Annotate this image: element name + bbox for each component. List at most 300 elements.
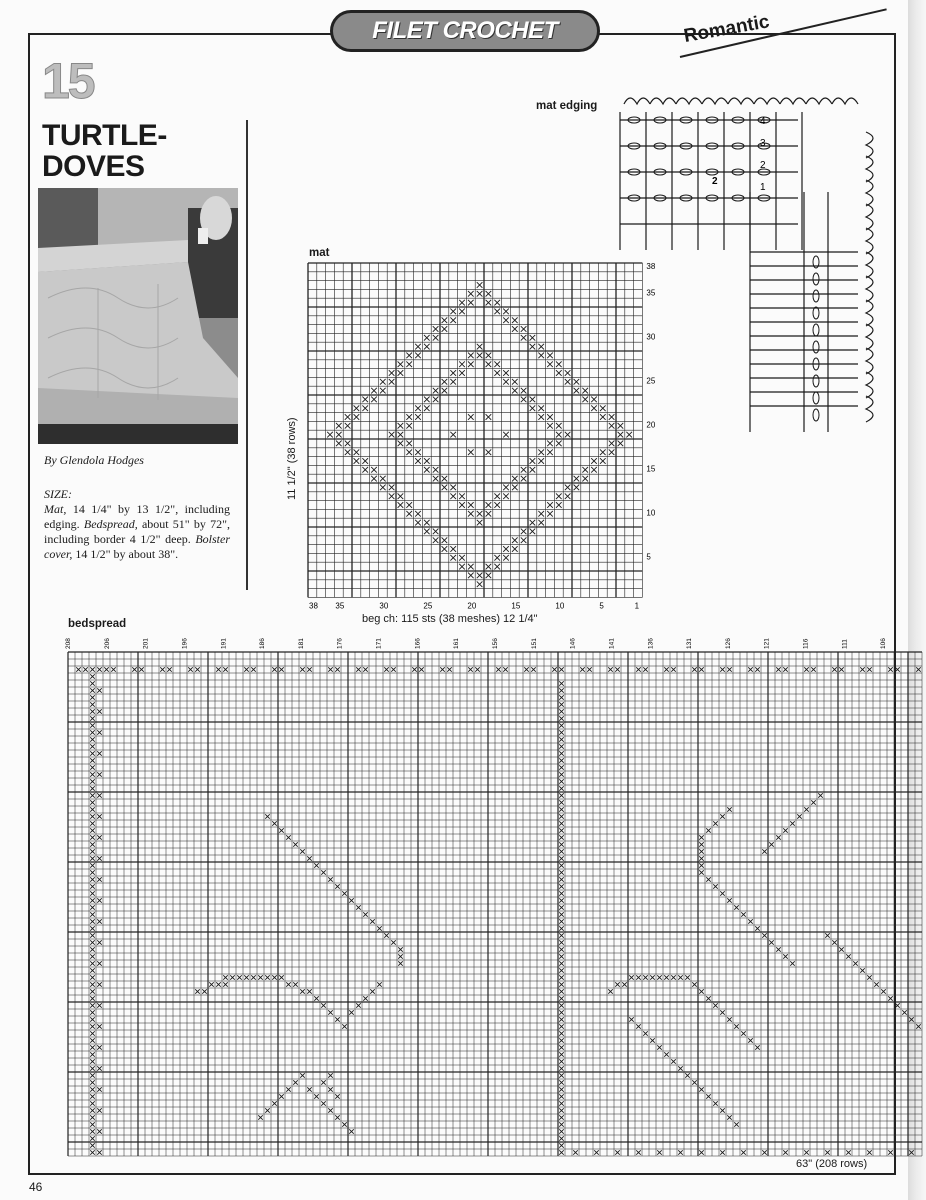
cross-mark: [258, 975, 262, 979]
cross-mark: [664, 975, 668, 979]
cross-mark: [424, 397, 430, 403]
cross-mark: [559, 961, 563, 965]
bedspread-col-tick: 111: [841, 639, 849, 649]
cross-mark: [459, 300, 465, 306]
cross-mark: [888, 1150, 892, 1154]
cross-mark: [354, 449, 360, 455]
cross-mark: [139, 667, 143, 671]
cross-mark: [90, 1059, 94, 1063]
cross-mark: [559, 1052, 563, 1056]
cross-mark: [90, 940, 94, 944]
cross-mark: [300, 667, 304, 671]
cross-mark: [265, 1108, 269, 1112]
cross-mark: [433, 537, 439, 543]
cross-mark: [559, 1024, 563, 1028]
cross-mark: [90, 1108, 94, 1112]
cross-mark: [881, 989, 885, 993]
cross-mark: [699, 849, 703, 853]
cross-mark: [615, 667, 619, 671]
cross-mark: [244, 667, 248, 671]
cross-mark: [97, 919, 101, 923]
cross-mark: [389, 485, 395, 491]
cross-mark: [90, 1080, 94, 1084]
cross-mark: [468, 291, 474, 297]
cross-mark: [321, 1080, 325, 1084]
cross-mark: [377, 982, 381, 986]
cross-mark: [442, 476, 448, 482]
cross-mark: [559, 877, 563, 881]
cross-mark: [442, 379, 448, 385]
cross-mark: [90, 793, 94, 797]
cross-mark: [97, 709, 101, 713]
cross-mark: [720, 814, 724, 818]
cross-mark: [565, 432, 571, 438]
cross-mark: [531, 667, 535, 671]
size-part: Bolster cover,: [44, 532, 230, 561]
cross-mark: [734, 1122, 738, 1126]
cross-mark: [559, 758, 563, 762]
title-line-2: DOVES: [42, 150, 145, 183]
cross-mark: [279, 667, 283, 671]
cross-mark: [556, 423, 562, 429]
cross-mark: [762, 849, 766, 853]
cross-mark: [216, 667, 220, 671]
cross-mark: [251, 667, 255, 671]
cross-mark: [559, 1143, 563, 1147]
cross-mark: [512, 476, 518, 482]
cross-mark: [380, 476, 386, 482]
cross-mark: [336, 423, 342, 429]
cross-mark: [223, 975, 227, 979]
cross-mark: [286, 1087, 290, 1091]
cross-mark: [272, 821, 276, 825]
cross-mark: [559, 1073, 563, 1077]
cross-mark: [727, 1017, 731, 1021]
cross-mark: [706, 996, 710, 1000]
cross-mark: [307, 1087, 311, 1091]
cross-mark: [356, 905, 360, 909]
cross-mark: [345, 423, 351, 429]
size-part: about 51" by 72", including border 4 1/2" deep.: [44, 517, 230, 546]
cross-mark: [97, 751, 101, 755]
cross-mark: [559, 1003, 563, 1007]
cross-mark: [307, 989, 311, 993]
cross-mark: [477, 344, 483, 350]
bedspread-chart-caption: 63" (208 rows): [796, 1158, 868, 1170]
cross-mark: [762, 1150, 766, 1154]
cross-mark: [678, 975, 682, 979]
cross-mark: [657, 975, 661, 979]
cross-mark: [354, 458, 360, 464]
cross-mark: [734, 905, 738, 909]
cross-mark: [685, 975, 689, 979]
cross-mark: [609, 423, 615, 429]
cross-mark: [433, 467, 439, 473]
cross-mark: [629, 975, 633, 979]
cross-mark: [538, 449, 544, 455]
cross-mark: [90, 891, 94, 895]
cross-mark: [97, 1003, 101, 1007]
cross-mark: [406, 441, 412, 447]
cross-mark: [450, 309, 456, 315]
cross-mark: [565, 493, 571, 499]
cross-mark: [433, 335, 439, 341]
mat-col-tick: 38: [309, 601, 318, 611]
cross-mark: [860, 667, 864, 671]
cross-mark: [494, 300, 500, 306]
cross-mark: [559, 737, 563, 741]
cross-mark: [699, 1150, 703, 1154]
cross-mark: [90, 1024, 94, 1028]
cross-mark: [582, 467, 588, 473]
cross-mark: [692, 1080, 696, 1084]
bedroom-photo: [38, 188, 238, 444]
cross-mark: [419, 667, 423, 671]
cross-mark: [503, 667, 507, 671]
cross-mark: [559, 828, 563, 832]
cross-mark: [783, 667, 787, 671]
cross-mark: [477, 511, 483, 517]
cross-mark: [406, 449, 412, 455]
cross-mark: [521, 397, 527, 403]
size-description: [44, 502, 230, 562]
cross-mark: [556, 502, 562, 508]
cross-mark: [559, 940, 563, 944]
cross-mark: [76, 667, 80, 671]
cross-mark: [521, 476, 527, 482]
cross-mark: [97, 688, 101, 692]
cross-mark: [699, 856, 703, 860]
cross-mark: [559, 723, 563, 727]
cross-mark: [524, 667, 528, 671]
cross-mark: [415, 511, 421, 517]
mat-row-tick: 30: [646, 332, 656, 342]
cross-mark: [442, 317, 448, 323]
edging-row-label: 2: [760, 160, 766, 171]
cross-mark: [559, 856, 563, 860]
cross-mark: [678, 1066, 682, 1070]
cross-mark: [272, 975, 276, 979]
cross-mark: [384, 933, 388, 937]
cross-mark: [727, 807, 731, 811]
cross-mark: [559, 1066, 563, 1070]
cross-mark: [90, 779, 94, 783]
cross-mark: [90, 996, 94, 1000]
cross-mark: [741, 912, 745, 916]
mat-edging-label: mat edging: [536, 100, 598, 112]
cross-mark: [804, 1150, 808, 1154]
cross-mark: [530, 344, 536, 350]
mat-col-tick: 1: [634, 601, 640, 611]
cross-mark: [699, 1087, 703, 1091]
cross-mark: [559, 919, 563, 923]
cross-mark: [314, 863, 318, 867]
cross-mark: [90, 884, 94, 888]
bedspread-col-tick: 151: [530, 638, 538, 649]
cross-mark: [272, 667, 276, 671]
cross-mark: [90, 1101, 94, 1105]
cross-mark: [167, 667, 171, 671]
cross-mark: [547, 361, 553, 367]
cross-mark: [415, 344, 421, 350]
cross-mark: [811, 800, 815, 804]
cross-mark: [496, 667, 500, 671]
cross-mark: [825, 933, 829, 937]
cross-mark: [90, 709, 94, 713]
column-divider: [246, 120, 248, 590]
cross-mark: [790, 821, 794, 825]
bedspread-col-tick: 166: [414, 638, 422, 649]
cross-mark: [380, 485, 386, 491]
cross-mark: [90, 898, 94, 902]
cross-mark: [90, 765, 94, 769]
cross-mark: [90, 961, 94, 965]
cross-mark: [825, 1150, 829, 1154]
cross-mark: [345, 414, 351, 420]
mat-row-tick: 38: [646, 262, 656, 272]
bedspread-col-tick: 171: [375, 638, 383, 649]
cross-mark: [636, 1150, 640, 1154]
cross-mark: [867, 975, 871, 979]
cross-mark: [538, 520, 544, 526]
cross-mark: [450, 493, 456, 499]
cross-mark: [720, 891, 724, 895]
cross-mark: [90, 695, 94, 699]
cross-mark: [559, 1122, 563, 1126]
cross-mark: [389, 432, 395, 438]
cross-mark: [349, 898, 353, 902]
cross-mark: [512, 326, 518, 332]
cross-mark: [293, 1080, 297, 1084]
cross-mark: [559, 933, 563, 937]
cross-mark: [362, 397, 368, 403]
cross-mark: [636, 975, 640, 979]
cross-mark: [643, 1031, 647, 1035]
cross-mark: [90, 1129, 94, 1133]
cross-mark: [477, 353, 483, 359]
cross-mark: [90, 982, 94, 986]
cross-mark: [398, 502, 404, 508]
cross-mark: [618, 432, 624, 438]
cross-mark: [521, 335, 527, 341]
cross-mark: [867, 1150, 871, 1154]
cross-mark: [90, 1010, 94, 1014]
cross-mark: [398, 441, 404, 447]
cross-mark: [503, 370, 509, 376]
cross-mark: [521, 388, 527, 394]
cross-mark: [657, 1045, 661, 1049]
cross-mark: [293, 842, 297, 846]
cross-mark: [391, 940, 395, 944]
cross-mark: [559, 751, 563, 755]
cross-mark: [477, 520, 483, 526]
cross-mark: [450, 485, 456, 491]
cross-mark: [559, 681, 563, 685]
cross-mark: [559, 1094, 563, 1098]
cross-mark: [706, 877, 710, 881]
cross-mark: [559, 702, 563, 706]
cross-mark: [415, 405, 421, 411]
cross-mark: [503, 555, 509, 561]
mat-row-axis-label: 11 1/2" (38 rows): [286, 417, 298, 500]
cross-mark: [90, 835, 94, 839]
cross-mark: [521, 326, 527, 332]
size-part: Bedspread,: [83, 517, 138, 531]
cross-mark: [591, 397, 597, 403]
cross-mark: [202, 989, 206, 993]
cross-mark: [90, 723, 94, 727]
cross-mark: [272, 1101, 276, 1105]
cross-mark: [832, 667, 836, 671]
cross-mark: [195, 989, 199, 993]
cross-mark: [97, 856, 101, 860]
cross-mark: [559, 807, 563, 811]
cross-mark: [706, 1094, 710, 1098]
cross-mark: [90, 667, 94, 671]
cross-mark: [839, 947, 843, 951]
cross-mark: [389, 379, 395, 385]
cross-mark: [251, 975, 255, 979]
mat-col-tick: 20: [467, 601, 477, 611]
cross-mark: [342, 1024, 346, 1028]
mat-col-tick: 15: [511, 601, 521, 611]
cross-mark: [279, 975, 283, 979]
cross-mark: [538, 353, 544, 359]
cross-mark: [486, 573, 492, 579]
cross-mark: [90, 681, 94, 685]
cross-mark: [888, 667, 892, 671]
cross-mark: [97, 835, 101, 839]
cross-mark: [556, 432, 562, 438]
cross-mark: [574, 485, 580, 491]
cross-mark: [406, 361, 412, 367]
cross-mark: [475, 667, 479, 671]
cross-mark: [459, 555, 465, 561]
cross-mark: [398, 493, 404, 499]
cross-mark: [314, 996, 318, 1000]
edging-row-label: 3: [760, 138, 766, 149]
cross-mark: [503, 485, 509, 491]
cross-mark: [494, 309, 500, 315]
edging-row-label: 1: [760, 182, 766, 193]
cross-mark: [300, 849, 304, 853]
cross-mark: [468, 300, 474, 306]
cross-mark: [398, 370, 404, 376]
cross-mark: [692, 982, 696, 986]
cross-mark: [279, 828, 283, 832]
cross-mark: [477, 573, 483, 579]
cross-mark: [349, 1129, 353, 1133]
cross-mark: [860, 968, 864, 972]
cross-mark: [559, 688, 563, 692]
cross-mark: [424, 335, 430, 341]
cross-mark: [720, 667, 724, 671]
cross-mark: [424, 405, 430, 411]
cross-mark: [769, 842, 773, 846]
cross-mark: [477, 581, 483, 587]
bedspread-col-tick: 181: [297, 638, 305, 649]
cross-mark: [748, 919, 752, 923]
cross-mark: [335, 1115, 339, 1119]
cross-mark: [512, 546, 518, 552]
cross-mark: [363, 996, 367, 1000]
cross-mark: [468, 564, 474, 570]
cross-mark: [90, 870, 94, 874]
cross-mark: [279, 1094, 283, 1098]
cross-mark: [90, 877, 94, 881]
cross-mark: [349, 1010, 353, 1014]
cross-mark: [90, 751, 94, 755]
cross-mark: [615, 1150, 619, 1154]
cross-mark: [468, 449, 474, 455]
cross-mark: [559, 968, 563, 972]
cross-mark: [559, 912, 563, 916]
cross-mark: [450, 379, 456, 385]
cross-mark: [846, 954, 850, 958]
cross-mark: [97, 730, 101, 734]
cross-mark: [538, 344, 544, 350]
cross-mark: [741, 1031, 745, 1035]
cross-mark: [556, 361, 562, 367]
mat-col-tick: 30: [379, 601, 389, 611]
cross-mark: [559, 779, 563, 783]
cross-mark: [90, 1136, 94, 1140]
cross-mark: [494, 555, 500, 561]
cross-mark: [90, 919, 94, 923]
cross-mark: [699, 667, 703, 671]
cross-mark: [547, 353, 553, 359]
cross-mark: [530, 458, 536, 464]
cross-mark: [559, 730, 563, 734]
cross-mark: [538, 405, 544, 411]
cross-mark: [97, 898, 101, 902]
cross-mark: [494, 493, 500, 499]
cross-mark: [671, 667, 675, 671]
cross-mark: [530, 529, 536, 535]
cross-mark: [664, 667, 668, 671]
bedspread-col-tick: 141: [608, 638, 616, 649]
cross-mark: [804, 667, 808, 671]
cross-mark: [90, 905, 94, 909]
cross-mark: [433, 388, 439, 394]
cross-mark: [90, 912, 94, 916]
edging-step-label: 2: [712, 176, 718, 187]
section-tab: [330, 10, 600, 52]
cross-mark: [459, 370, 465, 376]
cross-mark: [459, 493, 465, 499]
cross-mark: [727, 1115, 731, 1119]
category-tag: Romantic: [682, 11, 772, 48]
mat-col-tick: 25: [423, 601, 433, 611]
cross-mark: [530, 405, 536, 411]
cross-mark: [713, 821, 717, 825]
cross-mark: [615, 982, 619, 986]
cross-mark: [790, 961, 794, 965]
mat-row-tick: 15: [646, 464, 656, 474]
cross-mark: [447, 667, 451, 671]
cross-mark: [650, 1038, 654, 1042]
cross-mark: [559, 772, 563, 776]
bedspread-chart-label: bedspread: [68, 618, 127, 630]
cross-mark: [328, 667, 332, 671]
cross-mark: [559, 863, 563, 867]
cross-mark: [741, 1150, 745, 1154]
size-part: 14 1/2" by about 38".: [72, 547, 179, 561]
cross-mark: [370, 989, 374, 993]
cross-mark: [90, 674, 94, 678]
cross-mark: [582, 388, 588, 394]
cross-mark: [559, 982, 563, 986]
